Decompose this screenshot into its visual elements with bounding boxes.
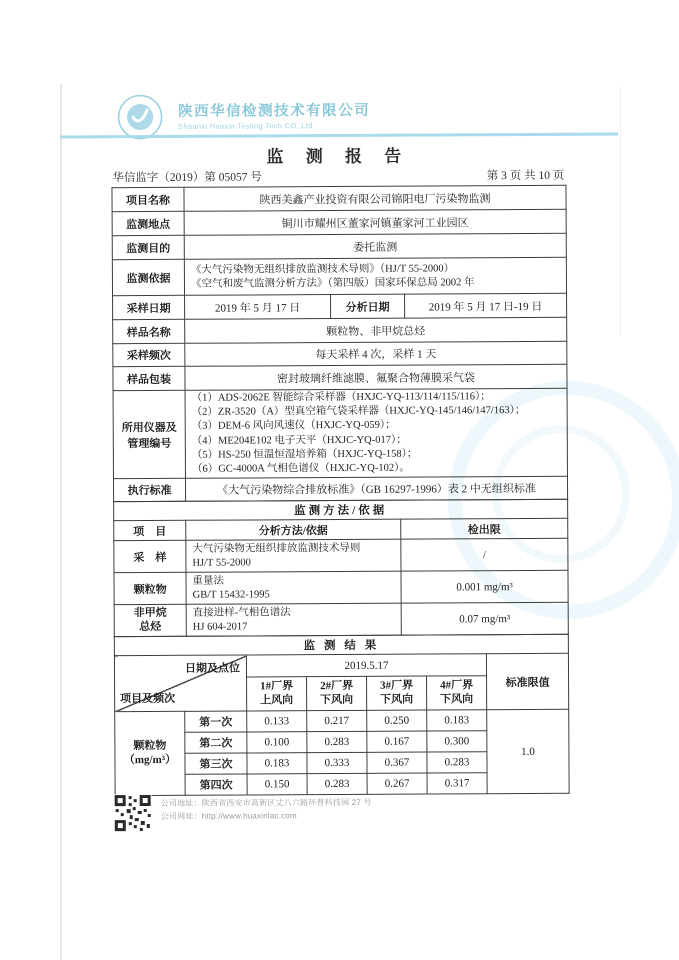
table-row xyxy=(115,710,569,733)
result-value: 0.317 xyxy=(427,773,487,794)
result-value: 0.150 xyxy=(247,774,307,795)
table-row xyxy=(113,388,567,479)
info-value: 密封玻璃纤维滤膜、氟聚合物薄膜采气袋 xyxy=(185,364,567,390)
method-line: 重量法 xyxy=(192,575,225,587)
report-body xyxy=(111,186,568,797)
company-logo-seal-icon xyxy=(116,93,164,141)
methods-header-limit: 检出限 xyxy=(401,519,568,540)
info-label: 项目名称 xyxy=(112,187,184,211)
info-value: 颗粒物、非甲烷总烃 xyxy=(185,317,567,343)
method-line: 大气污染物无组织排放监测技术导则 xyxy=(192,542,361,555)
result-value: 0.283 xyxy=(307,732,367,753)
result-value: 0.100 xyxy=(247,732,307,753)
result-value: 0.267 xyxy=(367,773,427,794)
report-title: 监 测 报 告 xyxy=(266,146,411,167)
info-value: 委托监测 xyxy=(184,233,566,259)
footer-contact-block xyxy=(161,793,372,832)
location-header: 1#厂界 上风向 xyxy=(247,677,307,711)
company-website: 公司网址：http://www.huaxinlac.com xyxy=(160,811,297,821)
table-row xyxy=(112,257,566,295)
info-value: 《大气污染物综合排放标准》（GB 16297-1996）表 2 中无组织标准 xyxy=(185,477,567,502)
info-label: 样品包装 xyxy=(113,366,185,390)
frequency-label: 第四次 xyxy=(185,774,247,795)
result-value: 0.333 xyxy=(307,753,367,774)
methods-table xyxy=(113,499,569,637)
company-address: 公司地址：陕西省西安市高新区丈八六路环普科技园 27 号 xyxy=(160,797,372,808)
company-name-block xyxy=(178,99,370,131)
qr-code-icon xyxy=(114,794,152,832)
result-value: 0.250 xyxy=(367,710,427,731)
svg-text:·: · xyxy=(154,129,156,134)
results-section-title: 监 测 结 果 xyxy=(114,635,568,656)
table-row xyxy=(113,364,567,390)
info-label: 监测依据 xyxy=(112,259,184,295)
table-row xyxy=(113,477,567,502)
info-label: 样品名称 xyxy=(113,319,185,343)
info-label: 监测目的 xyxy=(112,235,184,259)
method-line: HJ 604-2017 xyxy=(192,621,248,633)
methods-header-item: 项 目 xyxy=(114,521,186,541)
method-item: 非甲烷 总烃 xyxy=(114,605,186,637)
table-row xyxy=(114,539,568,573)
table-row xyxy=(114,603,568,637)
info-value xyxy=(184,257,566,295)
info-table xyxy=(111,185,568,503)
method-item: 颗粒物 xyxy=(114,573,186,605)
info-label: 监测地点 xyxy=(112,211,184,235)
result-value: 0.283 xyxy=(427,752,487,773)
corner-header-cell xyxy=(114,655,246,712)
frequency-label: 第一次 xyxy=(185,711,247,732)
method-limit: 0.07 mg/m³ xyxy=(401,603,568,636)
result-value: 0.367 xyxy=(367,752,427,773)
result-value: 0.300 xyxy=(427,731,487,752)
doc-meta-row xyxy=(112,167,564,185)
table-row xyxy=(112,209,566,235)
instrument-line: （2）ZR-3520（A）型真空箱气袋采样器（HXJC-YQ-145/146/147/163）； xyxy=(191,405,526,418)
frequency-label: 第三次 xyxy=(185,753,247,774)
table-row xyxy=(114,571,568,605)
method-line: 直接进样-气相色谱法 xyxy=(192,606,291,619)
method-line: GB/T 15432-1995 xyxy=(192,589,270,601)
standard-limit-value: 1.0 xyxy=(487,710,570,794)
result-value: 0.183 xyxy=(427,710,487,731)
method-description xyxy=(186,603,401,636)
info-value: 铜川市耀州区董家河镇董家河工业园区 xyxy=(184,209,566,235)
doc-number: 华信监字（2019）第 05057 号 xyxy=(112,171,262,185)
table-row xyxy=(112,233,566,259)
instrument-line: （6）GC-4000A 气相色谱仪（HXJC-YQ-102）。 xyxy=(191,462,410,475)
company-name-cn: 陕西华信检测技术有限公司 xyxy=(178,102,371,120)
instrument-line: （3）DEM-6 风向风速仪（HXJC-YQ-059）； xyxy=(191,420,396,433)
table-row xyxy=(114,500,568,521)
corner-date-points-label: 日期及点位 xyxy=(184,662,241,676)
basis-line: 《大气污染物无组织排放监测技术导则》（HJ/T 55-2000） xyxy=(190,262,455,276)
results-table xyxy=(114,634,570,796)
info-label: 采样频次 xyxy=(113,343,185,366)
table-row xyxy=(113,317,567,343)
table-row xyxy=(113,293,567,319)
company-name-en: Shaanxi Huaxin Testing Tech CO.,Ltd xyxy=(178,121,313,131)
corner-item-frequency-label: 项目及频次 xyxy=(120,693,176,706)
svg-text:·: · xyxy=(124,130,126,135)
result-value: 0.133 xyxy=(247,711,307,732)
result-value: 0.183 xyxy=(247,753,307,774)
analysis-date-value: 2019 年 5 月 17 日-19 日 xyxy=(405,293,567,318)
basis-line: 《空气和废气监测分析方法》（第四版）国家环保总局 2002 年 xyxy=(190,276,475,290)
info-label: 执行标准 xyxy=(113,479,185,502)
page-footer xyxy=(114,793,372,832)
standard-limit-header: 标准限值 xyxy=(486,654,568,710)
location-header: 4#厂界 下风向 xyxy=(427,676,487,710)
instrument-line: （4）ME204E102 电子天平（HXJC-YQ-017）； xyxy=(191,434,407,447)
svg-text:·: · xyxy=(126,100,128,105)
methods-section-title: 监测方法/依据 xyxy=(114,500,568,521)
result-value: 0.283 xyxy=(307,774,367,795)
method-limit: / xyxy=(401,539,568,572)
result-value: 0.217 xyxy=(307,711,367,732)
method-description xyxy=(186,539,401,572)
info-label: 采样日期 xyxy=(113,295,185,319)
location-header: 3#厂界 下风向 xyxy=(367,676,427,710)
info-label: 分析日期 xyxy=(331,294,405,318)
page-indicator: 第 3 页 共 10 页 xyxy=(486,169,565,183)
method-limit: 0.001 mg/m³ xyxy=(401,571,568,604)
table-row xyxy=(114,519,568,541)
table-row xyxy=(114,635,568,656)
method-item: 采 样 xyxy=(114,541,186,573)
info-label: 所用仪器及管理编号 xyxy=(113,390,185,479)
parameter-label: 颗粒物 （mg/m³） xyxy=(115,712,185,796)
frequency-label: 第二次 xyxy=(185,732,247,753)
location-header: 2#厂界 下风向 xyxy=(307,677,367,711)
sampling-date-value: 2019 年 5 月 17 日 xyxy=(185,295,331,320)
info-value: 陕西美鑫产业投资有限公司锦阳电厂污染物监测 xyxy=(184,185,566,211)
table-row xyxy=(112,185,566,211)
table-row xyxy=(114,654,568,678)
methods-header-method: 分析方法/依据 xyxy=(186,519,401,540)
table-row xyxy=(113,341,567,366)
instrument-line: （5）HS-250 恒温恒湿培养箱（HXJC-YQ-158）； xyxy=(191,448,418,461)
results-date: 2019.5.17 xyxy=(246,654,486,677)
method-line: HJ/T 55-2000 xyxy=(192,557,251,569)
svg-text:·: · xyxy=(152,99,154,104)
method-description xyxy=(186,571,401,604)
info-value: 每天采样 4 次，采样 1 天 xyxy=(185,341,567,366)
result-value: 0.167 xyxy=(367,731,427,752)
instruments-list xyxy=(185,388,567,478)
instrument-line: （1）ADS-2062E 智能综合采样器（HXJC-YQ-113/114/115/116）； xyxy=(191,391,491,404)
